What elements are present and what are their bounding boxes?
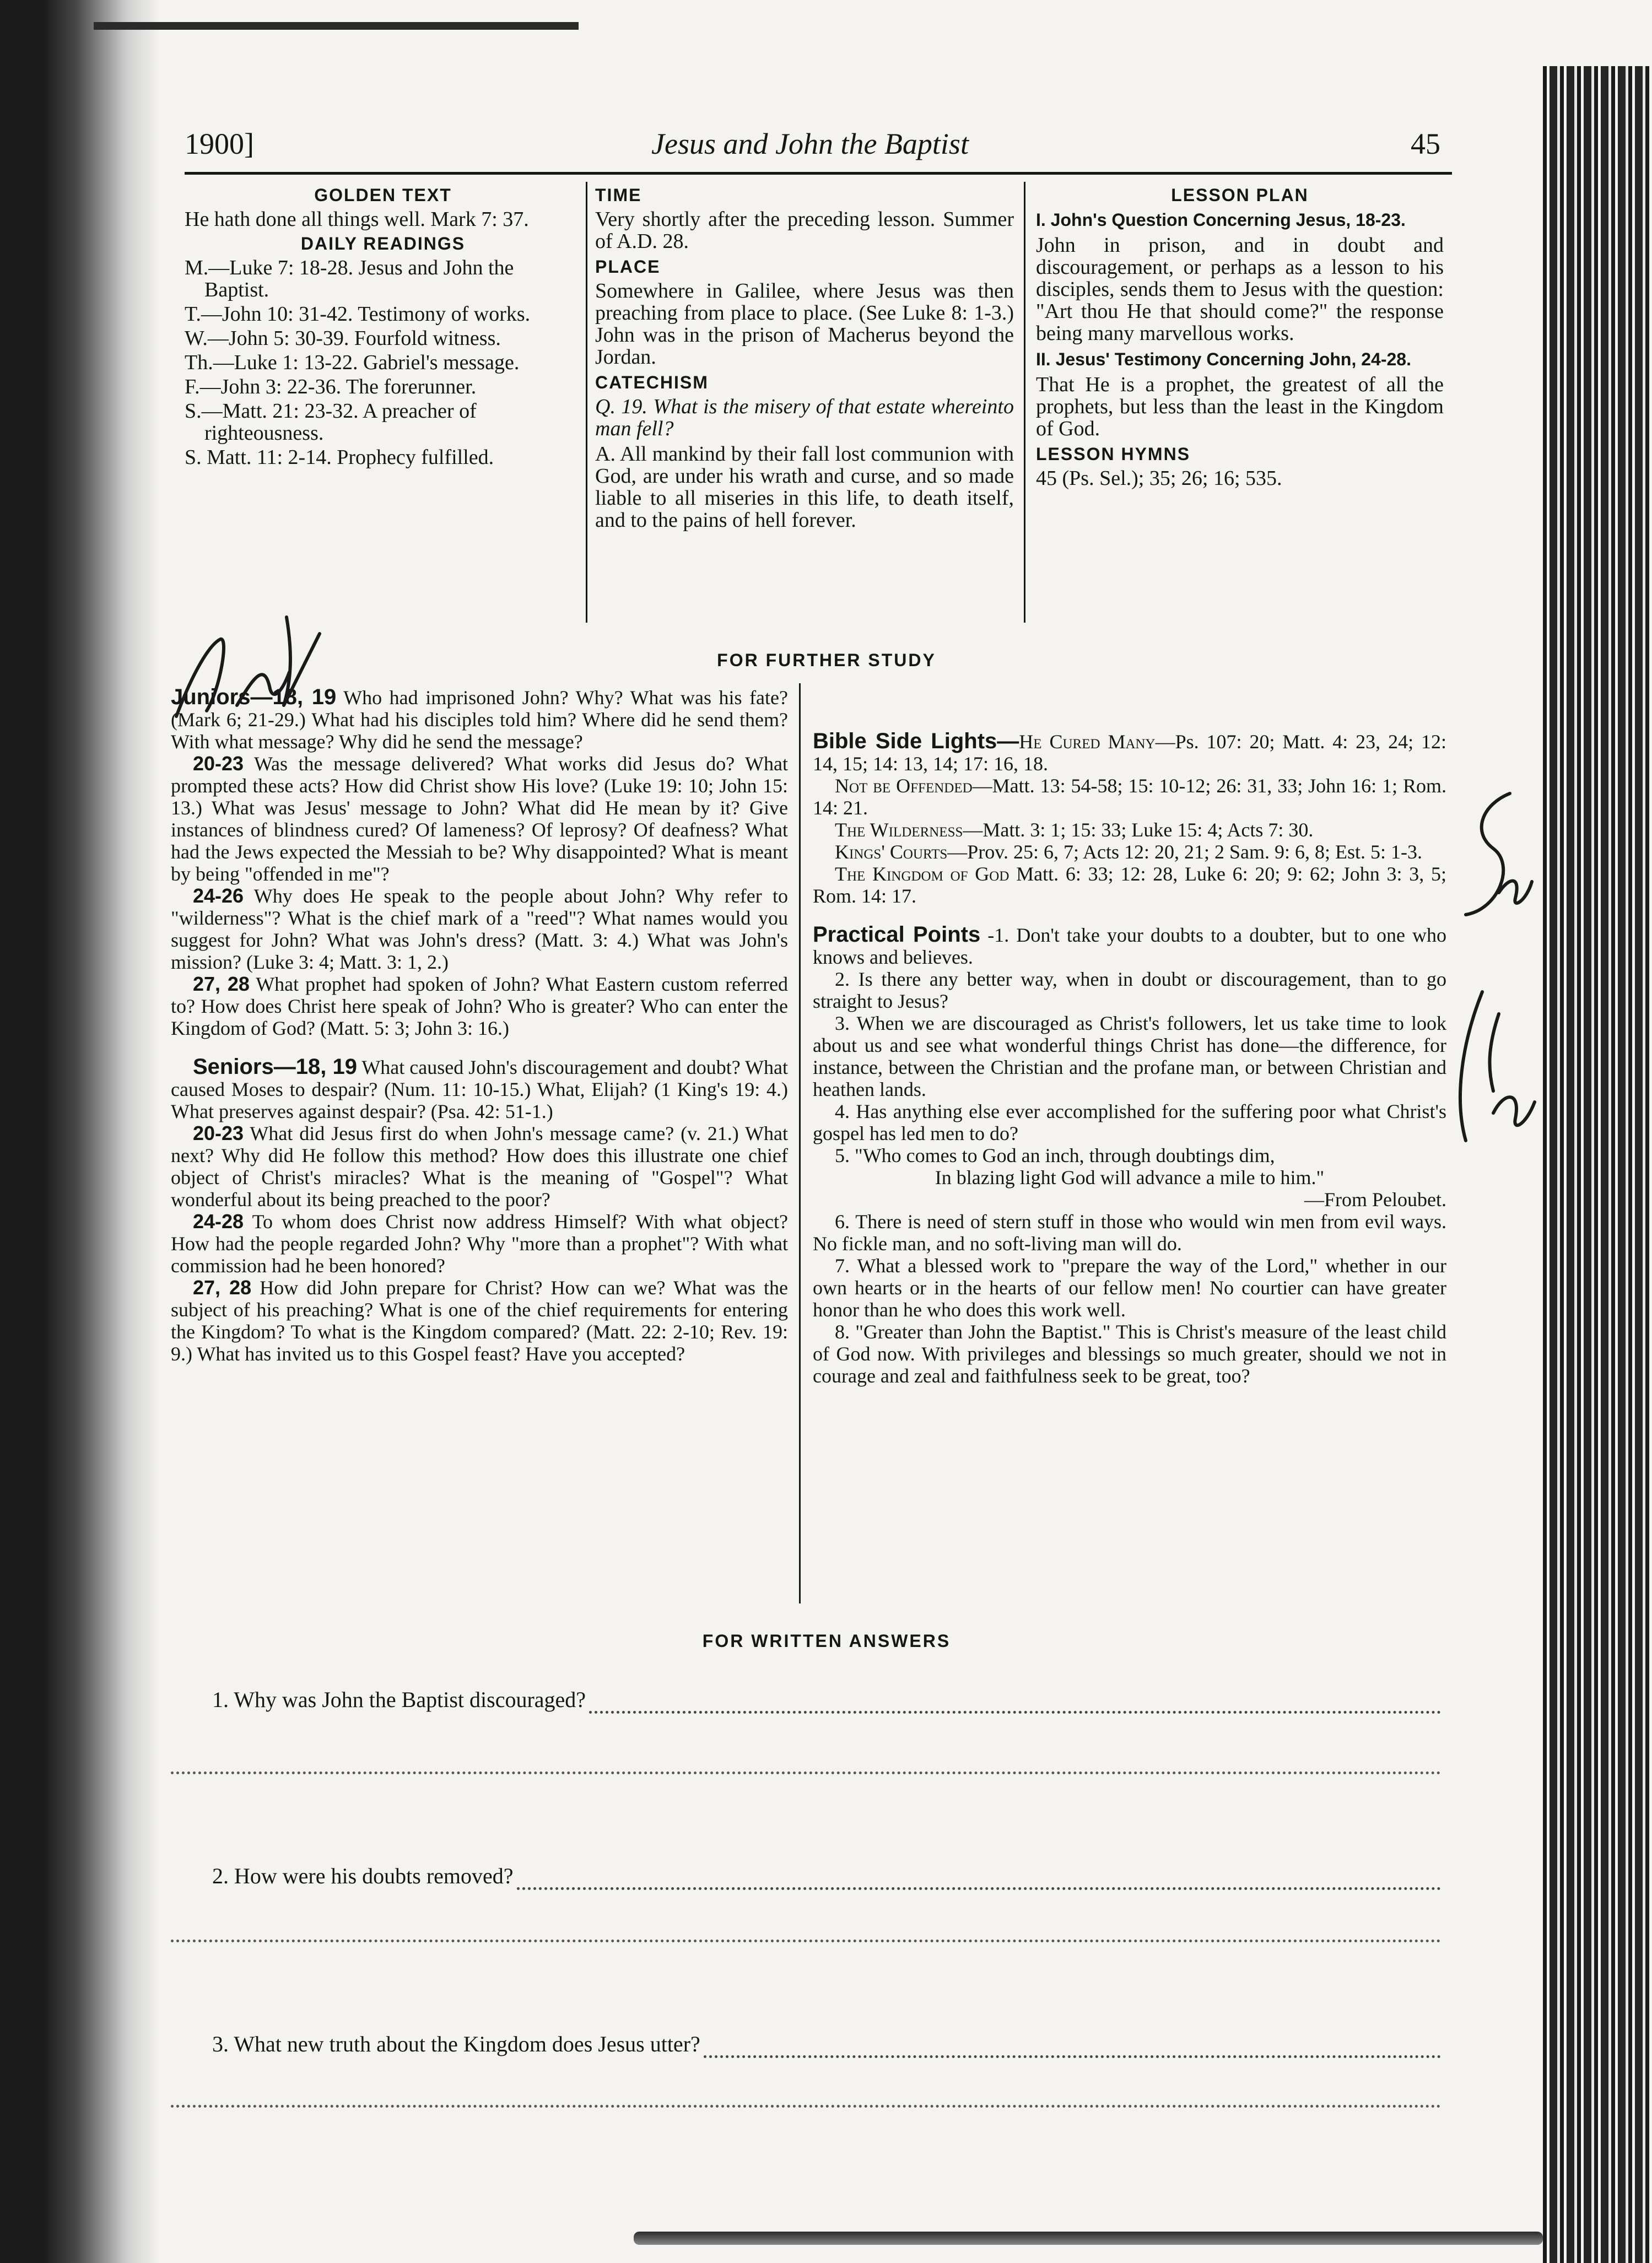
bible-side-lights-topic: Kings' Courts—Prov. 25: 6, 7; Acts 12: 20, 21; 2 Sam. 9: 6, 8; Est. 5: 1-3. (835, 841, 1422, 863)
further-study-right-column (813, 686, 1446, 1387)
scan-edge-left (0, 0, 160, 2263)
reading-item: S. Matt. 11: 2-14. Prophecy fulfilled. (185, 446, 494, 469)
header-year: 1900] (185, 127, 254, 160)
catechism-question: Q. 19. What is the misery of that estate whereinto man fell? (595, 395, 1014, 440)
column-time-place (595, 182, 1014, 534)
column-divider (1024, 182, 1025, 623)
lesson-plan-part-2-text: That He is a prophet, the greatest of all the prophets, but less than the least in the Kingdom of God. (1036, 373, 1444, 440)
answer-line[interactable] (704, 2039, 1441, 2058)
answer-line[interactable] (171, 2105, 1441, 2108)
lesson-plan-part-2-title: II. Jesus' Testimony Concerning John, 24-28. (1036, 349, 1411, 369)
golden-text-heading: GOLDEN TEXT (314, 185, 452, 205)
practical-point: 8. "Greater than John the Baptist." This is Christ's measure of the least child of God now. With privileges and blessings so much greater, should we not in courage and zeal and faithfulness seek to be great, too? (813, 1321, 1446, 1387)
catechism-answer: A. All mankind by their fall lost communion with God, are under his wrath and curse, and so made liable to all miseries in this life, to death itself, and to the pains of hell forever. (595, 442, 1014, 532)
scan-edge-right (1543, 66, 1652, 2263)
juniors-paragraph: 27, 28 What prophet had spoken of John? What Eastern custom referred to? How does Christ here speak of John? Who is greater? Who can enter the Kingdom of God? (Matt. 5: 3; John 3: 16.) (171, 973, 788, 1039)
practical-points: Practical Points -1. Don't take your doubts to a doubter, but to one who knows and believes. (813, 922, 1447, 968)
handwritten-mark-right-1 (1449, 782, 1543, 937)
place-heading: PLACE (595, 257, 661, 277)
page-number: 45 (1411, 127, 1440, 160)
practical-point: 2. Is there any better way, when in doubt or discouragement, than to go straight to Jesus? (813, 968, 1446, 1012)
further-study-heading: FOR FURTHER STUDY (717, 650, 936, 670)
lesson-hymns-heading: LESSON HYMNS (1036, 444, 1191, 464)
juniors-paragraph: 24-26 Why does He speak to the people about John? Why refer to "wilderness"? What is the chief mark of a "reed"? What names would you suggest for John? What was John's dress? (Matt. 3: 4.) What was John's mission? (Luke 3: 4; Matt. 3: 1, 2.) (171, 884, 788, 973)
reading-item: S.—Matt. 21: 23-32. A preacher of righteousness. (185, 399, 477, 445)
reading-item: F.—John 3: 22-36. The forerunner. (185, 375, 477, 398)
scan-edge-bottom (634, 2232, 1543, 2245)
practical-point-quote: In blazing light God will advance a mile to him." (935, 1166, 1325, 1189)
column-divider (799, 683, 801, 1603)
header-rule (185, 172, 1452, 175)
bible-side-lights-topic: Not be Offended—Matt. 13: 54-58; 15: 10-12; 26: 31, 33; John 16: 1; Rom. 14: 21. (813, 775, 1447, 819)
seniors-label: Seniors—18, 19 (193, 1055, 357, 1079)
handwritten-mark-juniors (154, 606, 353, 738)
written-question: 3. What new truth about the Kingdom does Jesus utter? (212, 2030, 1441, 2058)
seniors-paragraph: 20-23 What did Jesus first do when John's message came? (v. 21.) What next? Why did He follow this method? How does this illustrate one chief object of Christ's miracles? What is the meaning of "Gospel"? What wonderful about its being preached to the poor? (171, 1122, 788, 1211)
page-title: Jesus and John the Baptist (651, 127, 969, 160)
lesson-plan-part-1-title: I. John's Question Concerning Jesus, 18-23. (1036, 210, 1406, 230)
written-answers-heading: FOR WRITTEN ANSWERS (702, 1631, 951, 1651)
seniors-paragraph: Seniors—18, 19 What caused John's discouragement and doubt? What caused Moses to despair? (Num. 11: 10-15.) What, Elijah? (1 King's 19: 4.) What preserves against despair? (Psa. 42: 51-1.) (171, 1055, 788, 1122)
catechism-heading: CATECHISM (595, 372, 709, 392)
practical-point: 5. "Who comes to God an inch, through doubtings dim, (835, 1144, 1275, 1166)
written-question: 1. Why was John the Baptist discouraged? (212, 1686, 1441, 1714)
reading-item: M.—Luke 7: 18-28. Jesus and John the Baptist. (185, 256, 514, 301)
lesson-hymns-text: 45 (Ps. Sel.); 35; 26; 16; 535. (1036, 467, 1282, 490)
handwritten-mark-right-2 (1438, 981, 1543, 1157)
daily-readings-heading: DAILY READINGS (300, 234, 466, 253)
reading-item: T.—John 10: 31-42. Testimony of works. (185, 303, 531, 326)
practical-point: 7. What a blessed work to "prepare the way of the Lord," whether in our own hearts or in the hearts of our fellow men! No courtier can have greater honor than he who does this work well. (813, 1255, 1446, 1321)
answer-line[interactable] (517, 1871, 1441, 1890)
further-study-left-column (171, 686, 788, 1365)
column-divider (586, 182, 587, 623)
bible-side-lights: Bible Side Lights—He Cured Many—Ps. 107: 20; Matt. 4: 23, 24; 12: 14, 15; 14: 13, 14; 17: 16, 18. (813, 729, 1446, 775)
written-question: 2. How were his doubts removed? (212, 1862, 1441, 1890)
answer-line[interactable] (171, 1771, 1441, 1774)
column-golden-text (185, 182, 581, 471)
practical-point: 4. Has anything else ever accomplished for the suffering poor what Christ's gospel has led men to do? (813, 1100, 1446, 1144)
juniors-label: Juniors—18, 19 (171, 685, 337, 709)
lesson-plan-heading: LESSON PLAN (1171, 185, 1309, 205)
answer-line[interactable] (589, 1694, 1441, 1714)
time-text: Very shortly after the preceding lesson. Summer of A.D. 28. (595, 208, 1014, 253)
quote-attribution: —From Peloubet. (1304, 1189, 1446, 1211)
practical-point: 3. When we are discouraged as Christ's followers, let us take time to look about us and see what wonderful things Christ has done—the difference, for instance, between the Christian and the profane man, or between Christian and heathen lands. (813, 1012, 1446, 1100)
reading-item: W.—John 5: 30-39. Fourfold witness. (185, 327, 501, 350)
lesson-plan-part-1-text: John in prison, and in doubt and discouragement, or perhaps as a lesson to his disciples, sends them to Jesus with the question: "Art thou He that should come?" the response being many marvellous works. (1036, 234, 1444, 345)
place-text: Somewhere in Galilee, where Jesus was then preaching from place to place. (See Luke 8: 1-3.) John was in the prison of Macherus beyond the Jordan. (595, 279, 1014, 369)
golden-text: He hath done all things well. Mark 7: 37. (185, 208, 529, 231)
seniors-paragraph: 24-28 To whom does Christ now address Himself? With what object? How had the people regarded John? Why "more than a prophet"? With what commission had he been honored? (171, 1210, 788, 1277)
bible-side-lights-topic: The Wilderness—Matt. 3: 1; 15: 33; Luke 15: 4; Acts 7: 30. (835, 819, 1314, 841)
reading-item: Th.—Luke 1: 13-22. Gabriel's message. (185, 351, 520, 374)
bible-side-lights-topic: The Kingdom of God Matt. 6: 33; 12: 28, Luke 6: 20; 9: 62; John 3: 3, 5; Rom. 14: 17. (813, 863, 1446, 907)
seniors-paragraph: 27, 28 How did John prepare for Christ? How can we? What was the subject of his preaching? What is one of the chief requirements for entering the Kingdom? To what is the Kingdom compared? (Matt. 22: 2-10; Rev. 19: 9.) What has invited us to this Gospel feast? Have you accepted? (171, 1276, 789, 1365)
juniors-paragraph: Juniors—18, 19 Who had imprisoned John? Why? What was his fate? (Mark 6; 21-29.) What had his disciples told him? Where did he send them? With what message? Why did he send the message? (171, 685, 788, 753)
scan-edge-top (94, 22, 579, 30)
juniors-paragraph: 20-23 Was the message delivered? What works did Jesus do? What prompted these acts? How did Christ show His love? (Luke 19: 10; John 15: 13.) What was Jesus' message to John? What did He mean by it? Give instances of blindness cured? Of lameness? Of leprosy? Of deafness? What had the Jews expected the Messiah to be? Why disappointed? What is meant by being "offended in me"? (171, 752, 788, 885)
practical-point: 6. There is need of stern stuff in those who would win men from evil ways. No fickle man, and no soft-living man will do. (813, 1211, 1446, 1255)
time-heading: TIME (595, 185, 642, 205)
answer-line[interactable] (171, 1940, 1441, 1942)
column-lesson-plan (1036, 182, 1444, 493)
